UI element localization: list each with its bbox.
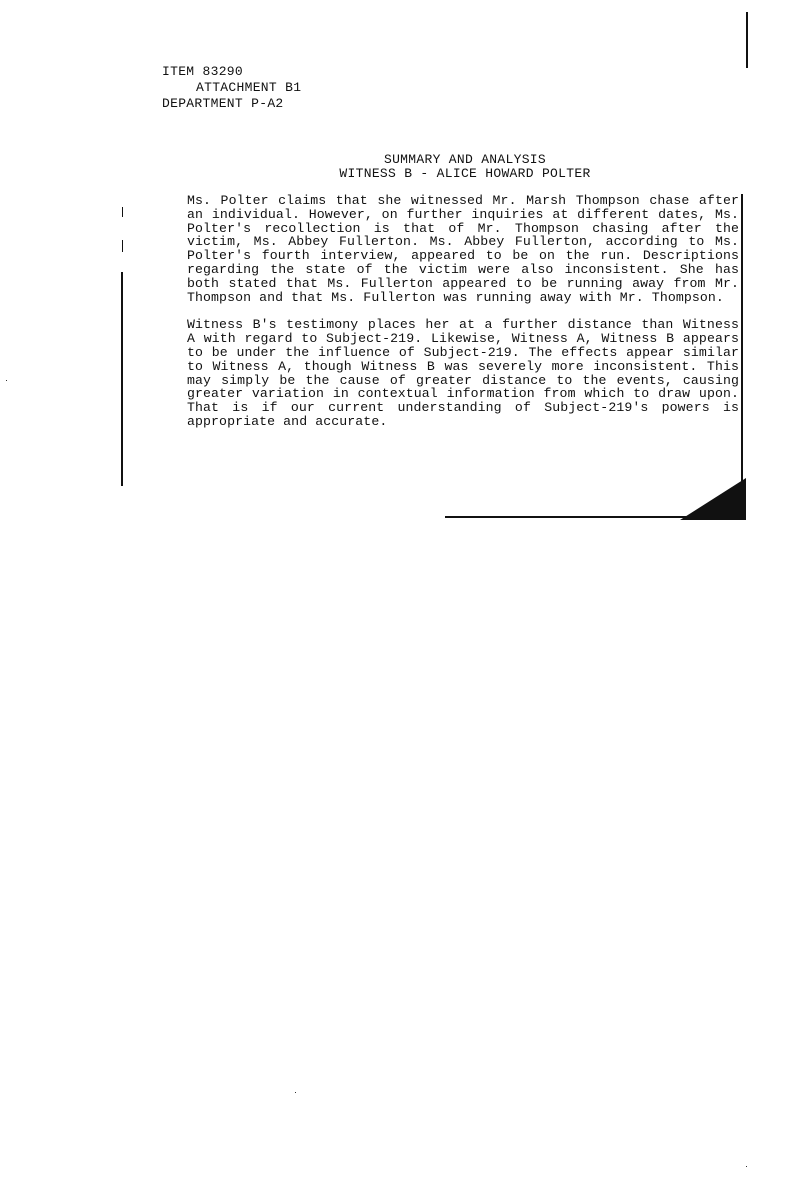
scan-speck [295, 1092, 296, 1093]
department-label: DEPARTMENT P-A2 [162, 96, 284, 111]
body-paragraph: Ms. Polter claims that she witnessed Mr. Marsh Thompson chase after an individual. However, on further inquiries at different dates, Ms. Polter's recollection is that of Mr. Thompson chasing after the victim, Ms. Abbey Fullerton. Ms. Abbey Fullerton, according to Ms. Polter's fourth interview, appeared to be on the run. Descriptions regarding the state of the victim were also inconsistent. She has both stated that Ms. Fullerton appeared to be running away from Mr. Thompson and that Ms. Fullerton was running away with Mr. Thompson. [187, 193, 739, 305]
scan-mark [122, 240, 123, 252]
scan-speck [6, 380, 7, 381]
scan-speck [746, 1166, 747, 1167]
document-header [162, 64, 301, 112]
scan-mark [121, 272, 123, 486]
scan-mark [122, 207, 123, 217]
scan-rule [445, 516, 745, 518]
scan-mark [746, 12, 748, 68]
item-number: ITEM 83290 [162, 64, 244, 79]
attachment-label: ATTACHMENT B1 [196, 80, 302, 95]
document-title [300, 153, 630, 181]
body-paragraph: Witness B's testimony places her at a further distance than Witness A with regard to Subject-219. Likewise, Witness A, Witness B appears to be under the influence of Subject-219. The effects appear similar to Witness A, though Witness B was severely more inconsistent. This may simply be the cause of greater distance to the events, causing greater variation in contextual information from which to draw upon. That is if our current understanding of Subject-219's powers is appropriate and accurate. [187, 317, 739, 429]
title-line-witness: WITNESS B - ALICE HOWARD POLTER [339, 166, 591, 181]
document-body [187, 194, 739, 443]
scan-mark [741, 194, 743, 520]
title-line-summary: SUMMARY AND ANALYSIS [383, 152, 547, 167]
scan-mark [680, 478, 746, 520]
